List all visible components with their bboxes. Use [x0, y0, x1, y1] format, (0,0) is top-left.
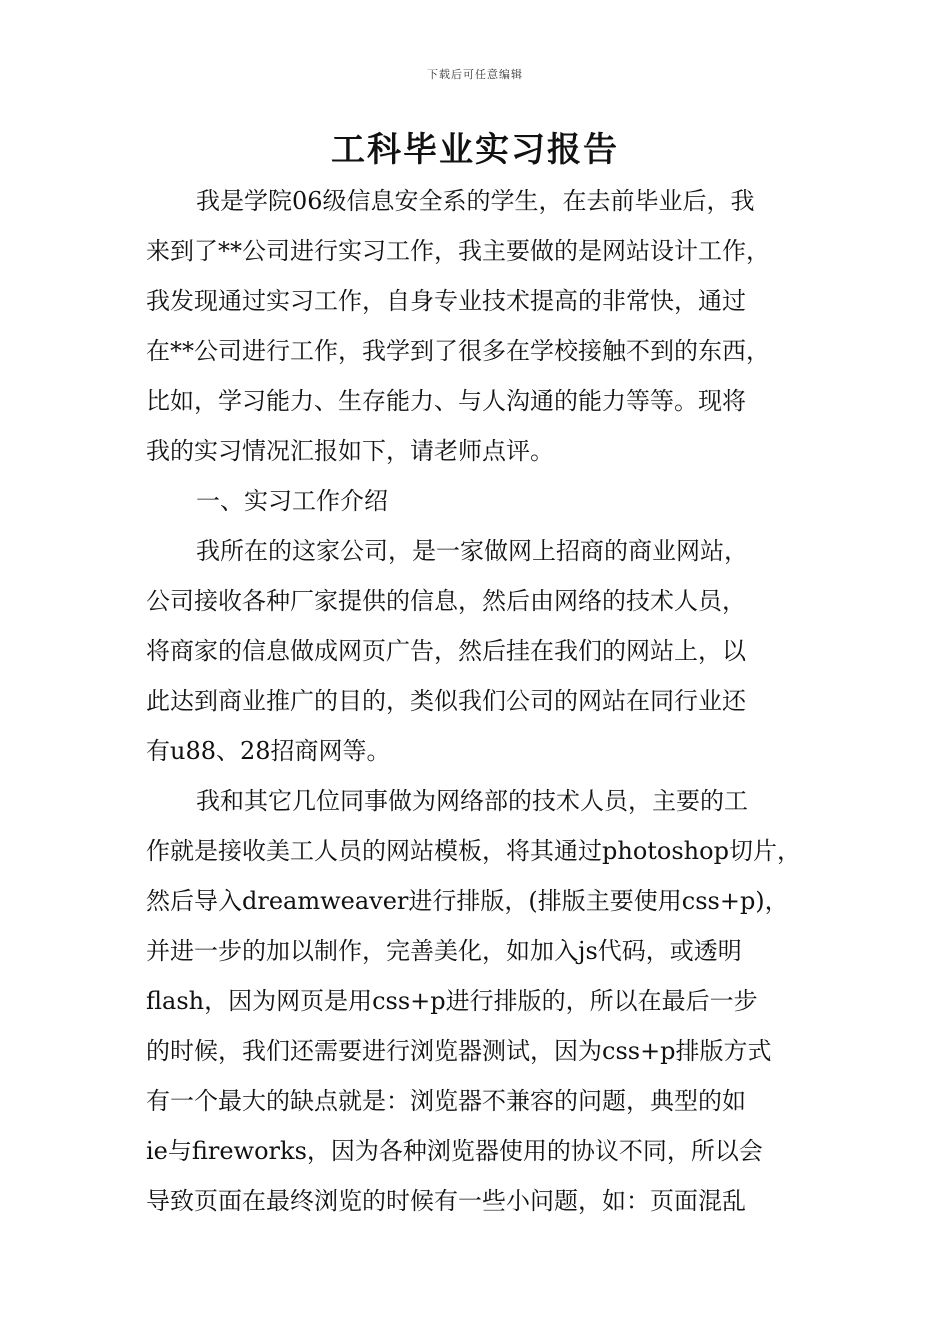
- header-note: 下载后可任意编辑: [427, 68, 523, 81]
- body-line: 并进一步的加以制作，完善美化，如加入js代码，或透明: [146, 937, 742, 965]
- body-line: 的时候，我们还需要进行浏览器测试，因为css+p排版方式: [146, 1037, 772, 1065]
- body-line: 我发现通过实习工作，自身专业技术提高的非常快，通过: [146, 287, 746, 315]
- body-line: 导致页面在最终浏览的时候有一些小问题，如：页面混乱: [146, 1187, 746, 1215]
- body-line: 我和其它几位同事做为网络部的技术人员，主要的工: [196, 787, 748, 815]
- body-line: 在**公司进行工作，我学到了很多在学校接触不到的东西，: [146, 337, 770, 365]
- body-line: 然后导入dreamweaver进行排版，(排版主要使用css+p)，: [146, 887, 789, 915]
- body-line: 我的实习情况汇报如下，请老师点评。: [146, 437, 554, 465]
- body-line: 我是学院06级信息安全系的学生，在去前毕业后，我: [196, 187, 755, 215]
- body-line: 此达到商业推广的目的，类似我们公司的网站在同行业还: [146, 687, 746, 715]
- body-line: 来到了**公司进行实习工作，我主要做的是网站设计工作，: [146, 237, 770, 265]
- body-line: 比如，学习能力、生存能力、与人沟通的能力等等。现将: [146, 387, 746, 415]
- body-line: 有一个最大的缺点就是：浏览器不兼容的问题，典型的如: [146, 1087, 746, 1115]
- body-line: flash，因为网页是用css+p进行排版的，所以在最后一步: [146, 987, 758, 1015]
- body-line: ie与fireworks，因为各种浏览器使用的协议不同，所以会: [146, 1137, 763, 1165]
- body-line: 公司接收各种厂家提供的信息，然后由网络的技术人员，: [146, 587, 746, 615]
- body-line: 我所在的这家公司，是一家做网上招商的商业网站，: [196, 537, 748, 565]
- document-body: [146, 176, 818, 1226]
- document-title: 工科毕业实习报告: [331, 130, 619, 170]
- body-line: 有u88、28招商网等。: [146, 737, 391, 765]
- body-line: 作就是接收美工人员的网站模板，将其通过photoshop切片，: [146, 837, 801, 865]
- section-heading: 一、实习工作介绍: [196, 487, 388, 515]
- body-line: 将商家的信息做成网页广告，然后挂在我们的网站上，以: [146, 637, 746, 665]
